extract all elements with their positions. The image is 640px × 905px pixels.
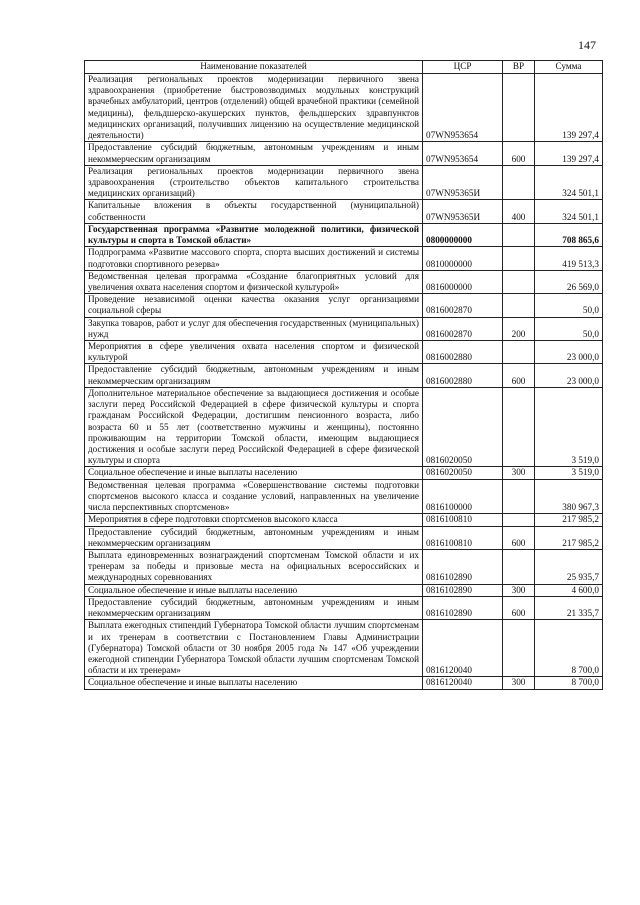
cell-vr — [503, 294, 535, 317]
cell-vr: 300 — [503, 677, 535, 689]
cell-sum: 139 297,4 — [535, 74, 603, 142]
cell-sum: 324 501,1 — [535, 165, 603, 200]
cell-sum: 217 985,2 — [535, 514, 603, 526]
cell-sum: 23 000,0 — [535, 364, 603, 387]
cell-name: Закупка товаров, работ и услуг для обеспечения государственных (муниципальных) нужд — [85, 317, 423, 340]
cell-name: Подпрограмма «Развитие массового спорта, спорта высших достижений и системы подготовки спортивного резерва» — [85, 247, 423, 270]
cell-csr: 0800000000 — [423, 223, 503, 246]
cell-sum: 21 335,7 — [535, 596, 603, 619]
cell-name: Мероприятия в сфере подготовки спортсменов высокого класса — [85, 514, 423, 526]
cell-vr — [503, 247, 535, 270]
cell-vr — [503, 223, 535, 246]
cell-sum: 419 513,3 — [535, 247, 603, 270]
cell-vr — [503, 620, 535, 677]
cell-name: Выплата ежегодных стипендий Губернатора Томской области лучшим спортсменам и их тренерам в соответствии с Постановлением Главы Администрации (Губернатора) Томской области от 30 ноября 2005 года № 147 «Об учреждении ежегодной стипендии Губернатора Томской области лучшим спортсменам Томской области и их тренерам» — [85, 620, 423, 677]
cell-sum: 8 700,0 — [535, 677, 603, 689]
cell-name: Предоставление субсидий бюджетным, автономным учреждениям и иным некоммерческим организациям — [85, 526, 423, 549]
cell-csr: 0816102890 — [423, 584, 503, 596]
cell-name: Капитальные вложения в объекты государственной (муниципальной) собственности — [85, 200, 423, 223]
cell-sum: 324 501,1 — [535, 200, 603, 223]
table-row — [85, 479, 603, 514]
cell-vr: 200 — [503, 317, 535, 340]
table-row — [85, 467, 603, 479]
cell-csr: 07WN953654 — [423, 74, 503, 142]
cell-csr: 0816100000 — [423, 479, 503, 514]
cell-csr: 07WN95365И — [423, 165, 503, 200]
table-row — [85, 620, 603, 677]
cell-name: Реализация региональных проектов модернизации первичного звена здравоохранения (строительство объектов капитального строительства медицинских организаций) — [85, 165, 423, 200]
cell-name: Социальное обеспечение и иные выплаты населению — [85, 467, 423, 479]
cell-sum: 50,0 — [535, 294, 603, 317]
cell-sum: 3 519,0 — [535, 387, 603, 467]
budget-table — [84, 60, 603, 690]
cell-vr — [503, 270, 535, 293]
cell-sum: 139 297,4 — [535, 142, 603, 165]
cell-csr: 0816002880 — [423, 364, 503, 387]
cell-sum: 3 519,0 — [535, 467, 603, 479]
cell-name: Ведомственная целевая программа «Совершенствование системы подготовки спортсменов высокого класса и создание условий, направленных на увеличение числа перспективных спортсменов» — [85, 479, 423, 514]
cell-csr: 0810000000 — [423, 247, 503, 270]
table-header-row — [85, 61, 603, 74]
cell-csr: 0816102890 — [423, 596, 503, 619]
cell-vr — [503, 387, 535, 467]
table-row — [85, 677, 603, 689]
cell-vr — [503, 549, 535, 584]
table-row — [85, 526, 603, 549]
cell-sum: 4 600,0 — [535, 584, 603, 596]
cell-vr: 400 — [503, 200, 535, 223]
cell-sum: 23 000,0 — [535, 341, 603, 364]
cell-sum: 708 865,6 — [535, 223, 603, 246]
cell-csr: 0816100810 — [423, 514, 503, 526]
cell-vr — [503, 514, 535, 526]
cell-name: Дополнительное материальное обеспечение за выдающиеся достижения и особые заслуги перед Российской Федерацией в сфере физической культуры и спорта гражданам Российской Федерации, достигшим пенсионного возраста, либо возраста 60 и 55 лет (соответственно мужчины и женщины), постоянно проживающим на территории Томской области, имеющим выдающиеся достижения и особые заслуги перед Российской Федерацией в сфере физической культуры и спорта — [85, 387, 423, 467]
cell-vr: 600 — [503, 364, 535, 387]
table-row — [85, 584, 603, 596]
header-sum: Сумма — [535, 61, 603, 74]
cell-vr: 600 — [503, 526, 535, 549]
cell-sum: 217 985,2 — [535, 526, 603, 549]
cell-csr: 0816102890 — [423, 549, 503, 584]
cell-csr: 0816020050 — [423, 387, 503, 467]
cell-vr — [503, 479, 535, 514]
cell-name: Предоставление субсидий бюджетным, автономным учреждениям и иным некоммерческим организациям — [85, 364, 423, 387]
table-row — [85, 364, 603, 387]
header-csr: ЦСР — [423, 61, 503, 74]
table-row — [85, 270, 603, 293]
cell-csr: 07WN95365И — [423, 200, 503, 223]
cell-csr: 0816002880 — [423, 341, 503, 364]
cell-csr: 0816120040 — [423, 620, 503, 677]
cell-csr: 0816000000 — [423, 270, 503, 293]
header-vr: ВР — [503, 61, 535, 74]
table-row — [85, 247, 603, 270]
header-name: Наименование показателей — [85, 61, 423, 74]
cell-vr: 600 — [503, 142, 535, 165]
table-row — [85, 294, 603, 317]
cell-name: Реализация региональных проектов модернизации первичного звена здравоохранения (приобретение быстровозводимых модульных конструкций врачебных амбулаторий, центров (отделений) общей врачебной практики (семейной медицины), фельдшерско-акушерских пунктов, фельдшерских здравпунктов медицинских организаций, получивших лицензию на осуществление медицинской деятельности) — [85, 74, 423, 142]
table-row — [85, 165, 603, 200]
table-body — [85, 74, 603, 690]
cell-name: Ведомственная целевая программа «Создание благоприятных условий для увеличения охвата населения спортом и физической культурой» — [85, 270, 423, 293]
cell-vr — [503, 165, 535, 200]
cell-sum: 8 700,0 — [535, 620, 603, 677]
table-row — [85, 341, 603, 364]
cell-vr — [503, 74, 535, 142]
table-row — [85, 596, 603, 619]
table-row — [85, 200, 603, 223]
cell-csr: 0816120040 — [423, 677, 503, 689]
cell-sum: 380 967,3 — [535, 479, 603, 514]
cell-vr — [503, 341, 535, 364]
table-row — [85, 317, 603, 340]
cell-csr: 0816020050 — [423, 467, 503, 479]
cell-vr: 600 — [503, 596, 535, 619]
table-row — [85, 549, 603, 584]
cell-name: Выплата единовременных вознаграждений спортсменам Томской области и их тренерам за победы и призовые места на официальных всероссийских и международных соревнованиях — [85, 549, 423, 584]
cell-name: Проведение независимой оценки качества оказания услуг организациями социальной сферы — [85, 294, 423, 317]
cell-name: Предоставление субсидий бюджетным, автономным учреждениям и иным некоммерческим организациям — [85, 596, 423, 619]
cell-csr: 0816100810 — [423, 526, 503, 549]
cell-sum: 25 935,7 — [535, 549, 603, 584]
table-row — [85, 223, 603, 246]
cell-vr: 300 — [503, 467, 535, 479]
cell-name: Предоставление субсидий бюджетным, автономным учреждениям и иным некоммерческим организациям — [85, 142, 423, 165]
table-row — [85, 387, 603, 467]
cell-name: Государственная программа «Развитие молодежной политики, физической культуры и спорта в Томской области» — [85, 223, 423, 246]
page-number: 147 — [578, 38, 596, 52]
cell-name: Социальное обеспечение и иные выплаты населению — [85, 677, 423, 689]
cell-csr: 0816002870 — [423, 317, 503, 340]
cell-name: Мероприятия в сфере увеличения охвата населения спортом и физической культурой — [85, 341, 423, 364]
cell-vr: 300 — [503, 584, 535, 596]
cell-csr: 07WN953654 — [423, 142, 503, 165]
cell-sum: 26 569,0 — [535, 270, 603, 293]
cell-csr: 0816002870 — [423, 294, 503, 317]
table-row — [85, 74, 603, 142]
table-row — [85, 142, 603, 165]
table-row — [85, 514, 603, 526]
cell-name: Социальное обеспечение и иные выплаты населению — [85, 584, 423, 596]
cell-sum: 50,0 — [535, 317, 603, 340]
